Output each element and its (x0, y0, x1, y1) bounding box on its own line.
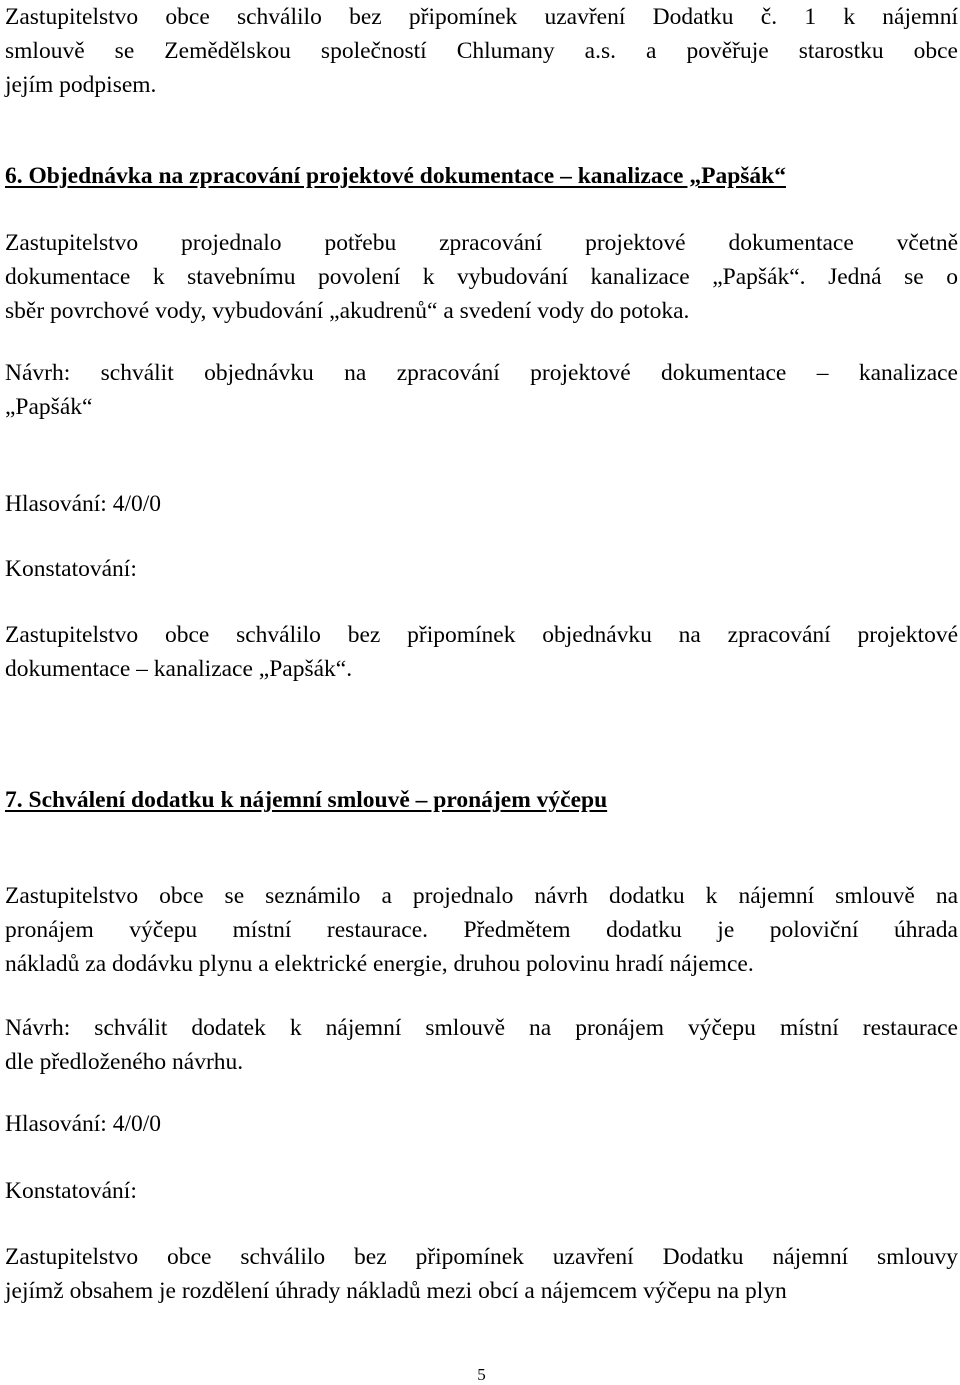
section-6-finding-line-2: dokumentace – kanalizace „Papšák“. (5, 656, 353, 682)
section-6-body (5, 226, 958, 328)
section-6-body-line-3: sběr povrchové vody, vybudování „akudrenů“ a svedení vody do potoka. (5, 298, 690, 324)
intro-line-1: Zastupitelstvo obce schválilo bez připomínek uzavření Dodatku č. 1 k nájemní (5, 4, 958, 30)
section-7-body (5, 879, 958, 981)
intro-line-2: smlouvě se Zemědělskou společností Chlumany a.s. a pověřuje starostku obce (5, 38, 958, 64)
section-7-finding-line-2: jejímž obsahem je rozdělení úhrady nákladů mezi obcí a nájemcem výčepu na plyn (5, 1278, 787, 1304)
section-6-heading: 6. Objednávka na zpracování projektové dokumentace – kanalizace „Papšák“ (5, 163, 786, 189)
section-6-finding (5, 618, 958, 686)
section-7-heading: 7. Schválení dodatku k nájemní smlouvě – pronájem výčepu (5, 787, 608, 813)
section-7-body-line-3: nákladů za dodávku plynu a elektrické energie, druhou polovinu hradí nájemce. (5, 951, 754, 977)
section-6-body-line-2: dokumentace k stavebnímu povolení k vybudování kanalizace „Papšák“. Jedná se o (5, 264, 958, 290)
section-6-finding-label: Konstatování: (5, 556, 137, 582)
section-7-finding (5, 1240, 958, 1308)
section-7-body-line-1: Zastupitelstvo obce se seznámilo a projednalo návrh dodatku k nájemní smlouvě na (5, 883, 958, 909)
section-6-vote: Hlasování: 4/0/0 (5, 491, 161, 517)
section-7-finding-line-1: Zastupitelstvo obce schválilo bez připomínek uzavření Dodatku nájemní smlouvy (5, 1244, 958, 1270)
page-number: 5 (477, 1365, 486, 1384)
section-6-body-line-1: Zastupitelstvo projednalo potřebu zpracování projektové dokumentace včetně (5, 230, 958, 256)
section-6-proposal-line-2: „Papšák“ (5, 394, 93, 420)
section-6-finding-line-1: Zastupitelstvo obce schválilo bez připomínek objednávku na zpracování projektové (5, 622, 958, 648)
section-7-proposal-line-2: dle předloženého návrhu. (5, 1049, 244, 1075)
section-7-body-line-2: pronájem výčepu místní restaurace. Předmětem dodatku je poloviční úhrada (5, 917, 958, 943)
section-6-proposal-line-1: Návrh: schválit objednávku na zpracování projektové dokumentace – kanalizace (5, 360, 958, 386)
intro-line-3: jejím podpisem. (5, 72, 157, 98)
section-6-proposal (5, 356, 958, 424)
intro-paragraph (5, 0, 958, 102)
section-7-proposal-line-1: Návrh: schválit dodatek k nájemní smlouvě na pronájem výčepu místní restaurace (5, 1015, 958, 1041)
section-7-proposal (5, 1011, 958, 1079)
section-7-finding-label: Konstatování: (5, 1178, 137, 1204)
section-7-vote: Hlasování: 4/0/0 (5, 1111, 161, 1137)
